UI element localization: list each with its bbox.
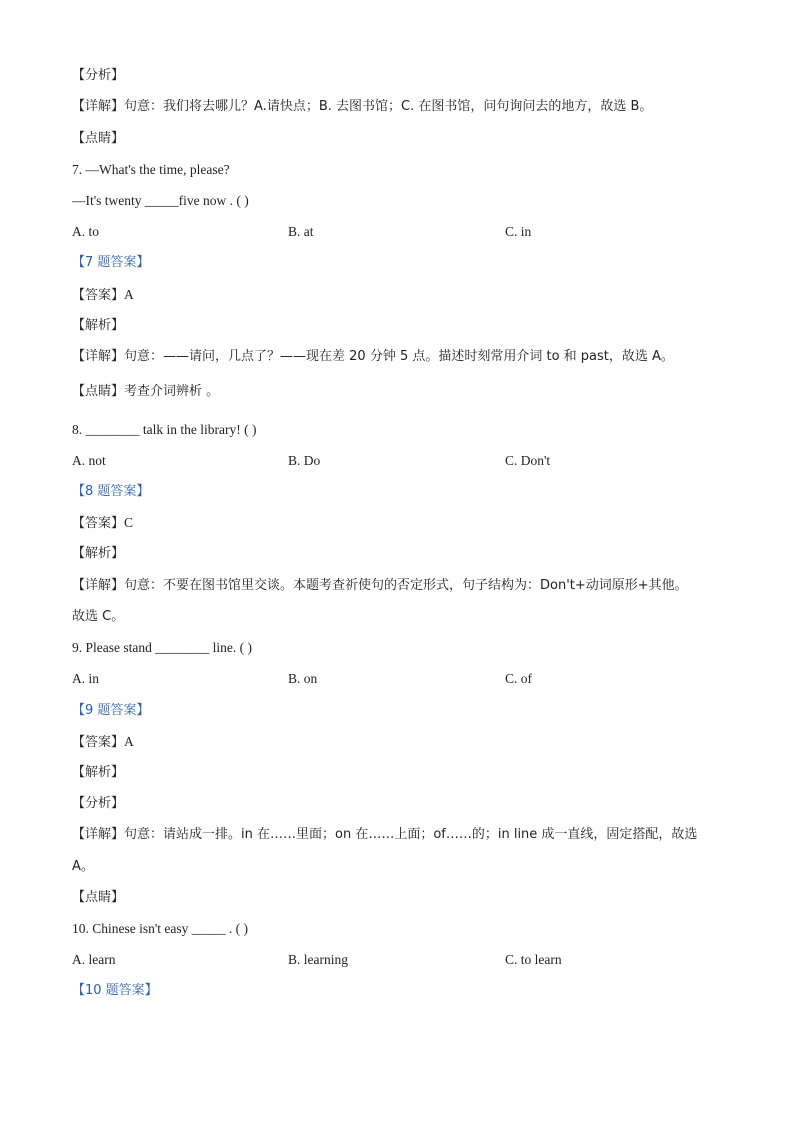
- q8-answer-label: 【答案】: [72, 516, 125, 531]
- q8-detail-continued: 故选 C。: [72, 609, 125, 624]
- q7-stem-line-1: 7. —What's the time, please?: [72, 162, 230, 177]
- q10-option-b: B. learning: [288, 952, 348, 967]
- q7-answer: [72, 287, 134, 304]
- q7-answer-label: 【答案】: [72, 288, 125, 303]
- q10-stem: 10. Chinese isn't easy _____ . ( ): [72, 921, 249, 936]
- q9-answer-header: 【9 题答案】: [72, 703, 150, 718]
- q8-option-a: A. not: [72, 453, 106, 468]
- q8-detail: [72, 578, 688, 594]
- q7-detail: [72, 349, 674, 365]
- q8-option-b: B. Do: [288, 453, 321, 468]
- q8-stem: 8. ________ talk in the library! ( ): [72, 422, 257, 437]
- q10-option-c: C. to learn: [505, 952, 562, 967]
- q8-option-c: C. Don't: [505, 453, 551, 468]
- q9-detail-continued: A。: [72, 859, 94, 874]
- q9-option-b: B. on: [288, 671, 318, 686]
- q8-answer: [72, 515, 133, 532]
- q8-detail-label: 【详解】: [72, 578, 125, 593]
- q7-answer-header: 【7 题答案】: [72, 255, 150, 270]
- q8-explain-label: 【解析】: [72, 546, 125, 561]
- q7-option-a: A. to: [72, 224, 99, 239]
- q8-answer-value: C: [124, 515, 134, 530]
- q7-remark: [72, 384, 219, 400]
- q7-remark-text: 考查介词辨析 。: [124, 384, 220, 399]
- q6-remark-label: 【点睛】: [72, 131, 125, 146]
- q6-detail-text: 句意：我们将去哪儿？A.请快点；B. 去图书馆；C. 在图书馆，问句询问去的地方，故选 B。: [124, 99, 653, 114]
- q6-detail-label: 【详解】: [72, 99, 125, 114]
- q7-explain-label: 【解析】: [72, 318, 125, 333]
- q8-answer-header: 【8 题答案】: [72, 484, 150, 499]
- q6-detail: [72, 99, 652, 115]
- q9-detail-text: 句意：请站成一排。in 在……里面；on 在……上面；of……的；in line 成一直线，固定搭配，故选: [124, 827, 698, 842]
- q10-option-a: A. learn: [72, 952, 116, 967]
- q7-remark-label: 【点睛】: [72, 384, 125, 399]
- q7-detail-label: 【详解】: [72, 349, 125, 364]
- q10-answer-header: 【10 题答案】: [72, 983, 158, 998]
- q7-stem-line-2: —It's twenty _____five now . ( ): [72, 193, 249, 208]
- q7-answer-value: A: [124, 287, 134, 302]
- q7-option-b: B. at: [288, 224, 314, 239]
- q9-detail-label: 【详解】: [72, 827, 125, 842]
- q9-explain-label: 【解析】: [72, 765, 125, 780]
- q8-detail-text: 句意：不要在图书馆里交谈。本题考查祈使句的否定形式，句子结构为：Don't+动词原形+其他。: [124, 578, 688, 593]
- q9-remark-label: 【点睛】: [72, 890, 125, 905]
- q9-stem: 9. Please stand ________ line. ( ): [72, 640, 252, 655]
- q6-analysis-label: 【分析】: [72, 68, 125, 83]
- q9-detail: [72, 827, 697, 843]
- q9-option-c: C. of: [505, 671, 532, 686]
- q7-option-c: C. in: [505, 224, 532, 239]
- q9-answer-value: A: [124, 734, 134, 749]
- q9-answer: [72, 734, 134, 751]
- q9-analysis-label: 【分析】: [72, 796, 125, 811]
- q9-option-a: A. in: [72, 671, 99, 686]
- q7-detail-text: 句意：——请问，几点了？——现在差 20 分钟 5 点。描述时刻常用介词 to 和 past，故选 A。: [124, 349, 674, 364]
- q9-answer-label: 【答案】: [72, 735, 125, 750]
